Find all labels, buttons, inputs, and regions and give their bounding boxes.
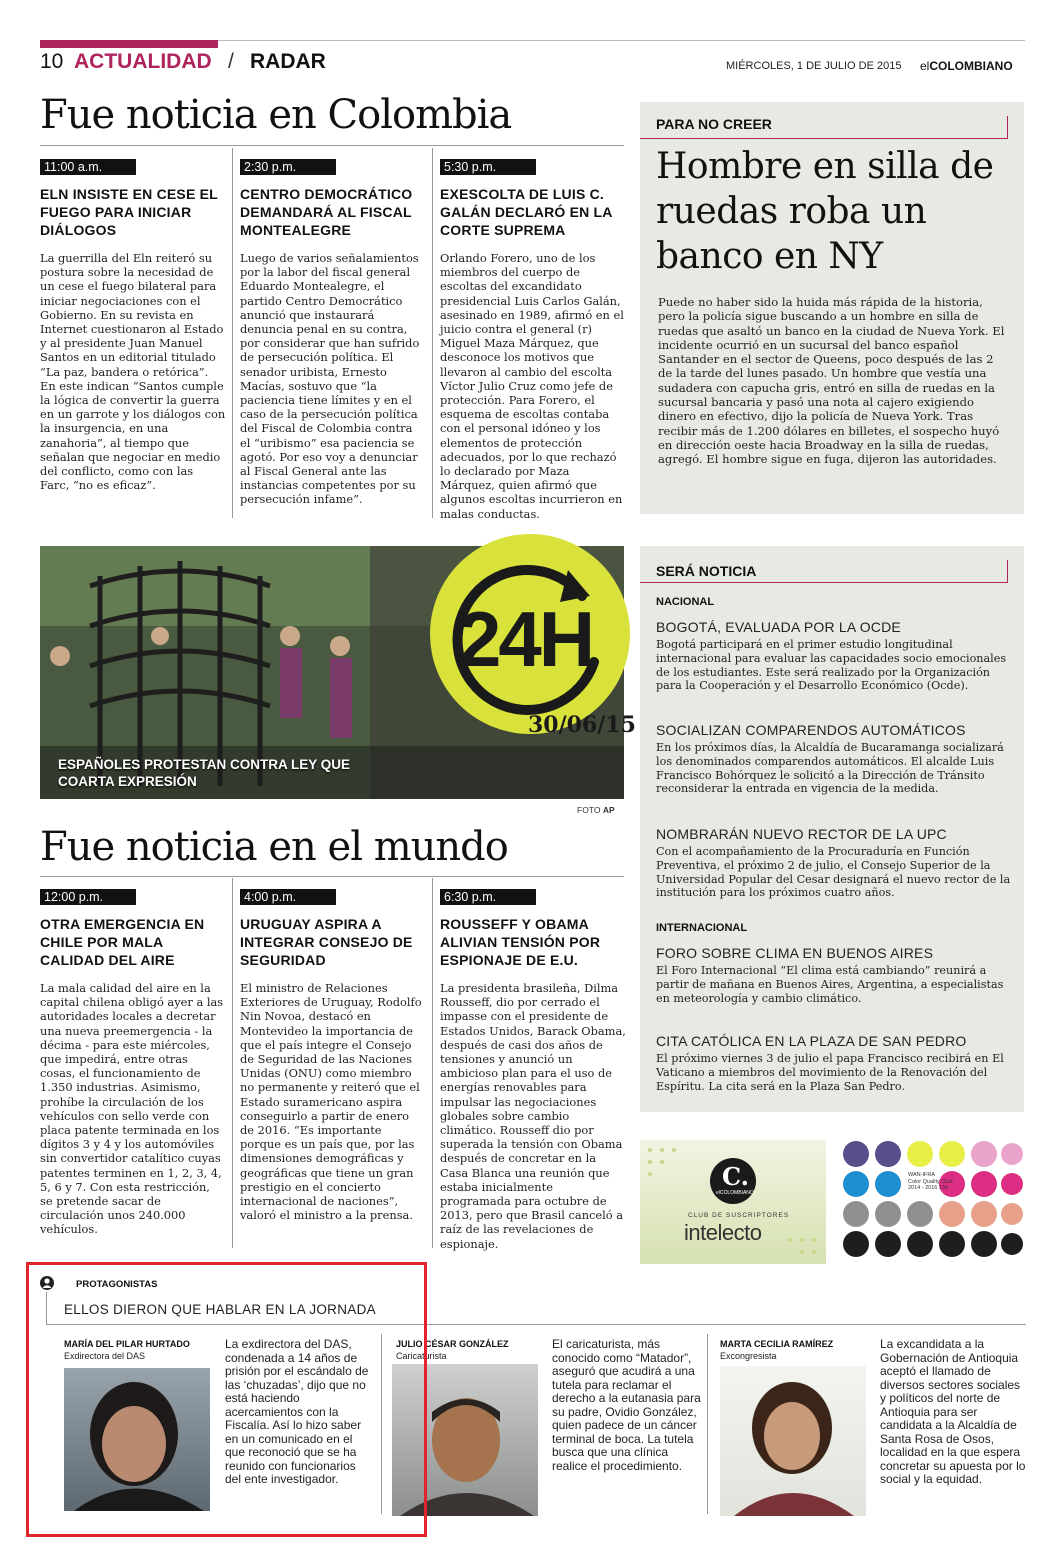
protagonist-photo <box>720 1366 866 1516</box>
divider <box>40 876 624 877</box>
time-badge: 12:00 p.m. <box>40 889 136 905</box>
kicker-rule <box>640 138 1008 139</box>
article-body: Luego de varios señalamientos por la labor del fiscal general Eduardo Montealegre, el partido Centro Democrático anunció que instaurará denuncia penal en su contra, por considerar que han sufrido de persecución política. El senador uribista, Ernesto Macías, sostuvo que “la paciencia tiene límites y en el caso de la persecución política del Fiscal de Colombia contra el “uribismo” esa paciencia se agotó. Por eso voy a denunciar al Fiscal General ante las instancias competentes por su persecución infame”. <box>240 251 420 507</box>
article-body: El ministro de Relaciones Exteriores de Uruguay, Rodolfo Nin Novoa, destacó en Montevideo la importancia de que el país integre el Consejo de Seguridad de las Naciones Unidas (ONU) como miembro no permanente y reiteró que el Estado suramericano aspira conseguirlo a partir de enero de 2016. “Es importante porque es un país que, por las dimensiones demográficas y geográficas que tiene un gran prestigio en el concierto internacional de naciones”, valoró el ministro a la prensa. <box>240 981 422 1223</box>
sera-noticia-item-body: En los próximos días, la Alcaldía de Bucaramanga socializará los denominados comparendos automáticos. El alcalde Luis Francisco Bohórquez le solicitó a la Dirección de Tránsito reconsiderar la entrada en vigencia de la medida. <box>656 741 1004 796</box>
club-logo-brand: elCOLOMBIANO <box>716 1190 754 1196</box>
protagonist-text: La exdirectora del DAS, condenada a 14 años de prisión por el escándalo de las ‘chuzadas’, dijo que no está haciendo acercamientos con la Fiscalía. Así lo hizo saber en un comunicado en el que reconoció que se ha reunido con funcionarios del ente investigador. <box>225 1337 369 1486</box>
sera-noticia-item-title: CITA CATÓLICA EN LA PLAZA DE SAN PEDRO <box>656 1033 967 1049</box>
24h-logo-date: 30/06/15 <box>528 712 636 738</box>
club-logo-letter: C. <box>722 1162 750 1191</box>
nacional-label: NACIONAL <box>656 596 715 608</box>
time-badge: 6:30 p.m. <box>440 889 536 905</box>
column-divider <box>232 148 233 518</box>
column-divider <box>432 878 433 1248</box>
para-no-creer-body: Puede no haber sido la huida más rápida de la historia, pero la policía sigue buscando a un hombre en silla de ruedas que asaltó un banco en la ciudad de Nueva York. El incidente ocurrió en un sucursal del banco español Santander en el sector de Queens, poco después de las 2 de la tarde del lunes pasado. Un hombre que vestía una sudadera con capucha gris, entró en silla de ruedas en la sucursal bancaria y pasó una nota al cajero exigiendo dinero en efectivo, dijo la policía de Nueva York. Tras recibir más de 1.200 dólares en billetes, el sospecho huyó en dirección oeste hacia Broadway en la silla de ruedas, agregó. El hombre sigue en fuga, dijeron las autoridades. <box>658 295 1005 467</box>
time-badge: 2:30 p.m. <box>240 159 336 175</box>
sera-noticia-item-title: FORO SOBRE CLIMA EN BUENOS AIRES <box>656 945 934 961</box>
color-swatch-grid <box>840 1140 1024 1264</box>
photo-caption: ESPAÑOLES PROTESTAN CONTRA LEY QUE COARTA EXPRESIÓN <box>58 757 351 789</box>
colombia-heading: Fue noticia en Colombia <box>40 92 512 138</box>
article-body: La mala calidad del aire en la capital chilena obligó ayer a las autoridades locales a decretar una nueva preemergencia - la décima - para este miércoles, que impedirá, entre otras cosas, el funcionamiento de 1.350 industrias. Asimismo, prohíbe la circulación de los vehículos con sello verde con placa patente terminada en los dígitos 3 y 4 y los automóviles sin convertidor catalítico cuyas patentes terminen en 1, 2, 3, 4, 5, 6 y 7. Con esta restricción, se pretende sacar de circulación unos 240.000 vehículos. <box>40 981 224 1237</box>
protest-photo <box>40 546 636 799</box>
section-separator: / <box>228 50 234 73</box>
24h-logo-text: 24H <box>458 595 593 683</box>
kicker-rule <box>1007 560 1008 582</box>
protagonist-role: Excongresista <box>720 1351 777 1361</box>
time-badge: 11:00 a.m. <box>40 159 136 175</box>
para-no-creer-headline: Hombre en silla de ruedas roba un banco en NY <box>656 146 994 277</box>
mundo-column-2 <box>240 888 426 1222</box>
sera-noticia-item-body: El Foro Internacional “El clima está cambiando” reunirá a partir de mañana en Buenos Aires, Argentina, a especialistas en meteorología y cambio climático. <box>656 964 1004 1005</box>
protagonist-name: MARÍA DEL PILAR HURTADO <box>64 1339 190 1349</box>
column-divider <box>232 878 233 1248</box>
protagonist-text: La excandidata a la Gobernación de Antioquia aceptó el llamado de diversos sectores sociales y políticos del norte de Antioquia para ser candidata a la Alcaldía de Santa Rosa de Osos, localidad en la que espera concretar su apuesta por lo social y la equidad. <box>880 1337 1026 1486</box>
internacional-label: INTERNACIONAL <box>656 922 748 934</box>
article-body: La presidenta brasileña, Dilma Rousseff, dio por cerrado el impasse con el presidente de Estados Unidos, Barack Obama, después de casi dos años de tensiones y anunció un ambicioso plan para el uso de energías renovables para impulsar las negociaciones globales sobre cambio climático. Rousseff dio por superada la tensión con Obama después de concretar en la Casa Blanca una reunión que estaba inicialmente programada para octubre de 2013, pero que Brasil canceló a raíz de las revelaciones de espionaje. <box>440 981 626 1251</box>
article-title: CENTRO DEMOCRÁTICO DEMANDARÁ AL FISCAL MONTEALEGRE <box>240 186 413 238</box>
time-badge: 5:30 p.m. <box>440 159 536 175</box>
highlight-frame <box>26 1262 427 1537</box>
page-number: 10 <box>40 50 64 73</box>
page-date: MIÉRCOLES, 1 DE JULIO DE 2015 <box>726 60 902 72</box>
mundo-column-1 <box>40 888 226 1237</box>
mundo-column-3 <box>440 888 626 1251</box>
protagonist-name: MARTA CECILIA RAMÍREZ <box>720 1339 834 1349</box>
protagonistas-subtitle: ELLOS DIERON QUE HABLAR EN LA JORNADA <box>64 1302 376 1317</box>
divider <box>40 145 624 146</box>
mundo-heading: Fue noticia en el mundo <box>40 824 508 870</box>
article-title: URUGUAY ASPIRA A INTEGRAR CONSEJO DE SEGURIDAD <box>240 916 413 968</box>
photo-credit: FOTO AP <box>577 805 615 815</box>
protagonist-role: Caricaturista <box>396 1351 447 1361</box>
subsection-name: RADAR <box>250 50 326 73</box>
club-name: intelecto <box>684 1220 762 1245</box>
sera-noticia-item-title: BOGOTÁ, EVALUADA POR LA OCDE <box>656 619 901 635</box>
club-intelecto-ad <box>640 1140 826 1264</box>
article-title: OTRA EMERGENCIA EN CHILE POR MALA CALIDAD DEL AIRE <box>40 916 205 968</box>
protagonist-role: Exdirectora del DAS <box>64 1351 146 1361</box>
section-name: ACTUALIDAD <box>74 50 212 73</box>
sera-noticia-item-title: NOMBRARÁN NUEVO RECTOR DE LA UPC <box>656 826 947 842</box>
section-color-bar <box>40 40 218 48</box>
sera-noticia-item-body: Con el acompañamiento de la Procuraduría en Función Preventiva, el próximo 2 de julio, el Consejo Superior de la Universidad Popular del Cesar designará el nuevo rector de la institución para los próximos cuatro años. <box>656 845 1011 900</box>
para-no-creer-kicker: PARA NO CREER <box>656 116 772 132</box>
brand-logo: elCOLOMBIANO <box>920 59 1013 73</box>
colombia-column-1 <box>40 158 226 492</box>
kicker-rule <box>640 582 1008 583</box>
article-title: ELN INSISTE EN CESE EL FUEGO PARA INICIAR DIÁLOGOS <box>40 186 218 238</box>
column-divider <box>432 148 433 518</box>
protagonistas-kicker: PROTAGONISTAS <box>76 1279 158 1290</box>
time-badge: 4:00 p.m. <box>240 889 336 905</box>
article-body: La guerrilla del Eln reiteró su postura sobre la necesidad de un cese el fuego bilateral para iniciar negociaciones con el Gobierno. En su revista en Internet cuestionaron al Estado y al presidente Juan Manuel Santos en un editorial titulado “La paz, bandera o retórica”. En este indican “Santos cumple la lógica de convertir la guerra en un garrote y los diálogos con la insurgencia, en una zanahoria”, al tiempo que señalan que negociar en medio del conflicto, como con las Farc, “no es eficaz”. <box>40 251 226 493</box>
protagonist-text: El caricaturista, más conocido como “Matador”, aseguró que acudirá a una tutela para reclamar el derecho a la eutanasia para su padre, Ovidio González, quien padece de un cáncer terminal de boca. La tutela busca que una clínica realice el procedimiento. <box>552 1337 701 1473</box>
article-title: ROUSSEFF Y OBAMA ALIVIAN TENSIÓN POR ESPIONAJE DE E.U. <box>440 916 601 968</box>
colombia-column-2 <box>240 158 426 507</box>
article-title: EXESCOLTA DE LUIS C. GALÁN DECLARÓ EN LA CORTE SUPREMA <box>440 186 613 238</box>
sera-noticia-box <box>640 546 1024 1112</box>
sera-noticia-item-body: El próximo viernes 3 de julio el papa Francisco recibirá en El Vaticano a miembros del movimiento de la Renovación del Espíritu. La cita será en la Plaza San Pedro. <box>656 1052 1004 1093</box>
color-quality-swatches <box>840 1140 1024 1264</box>
colombia-column-3 <box>440 158 626 521</box>
sera-noticia-item-title: SOCIALIZAN COMPARENDOS AUTOMÁTICOS <box>656 722 966 738</box>
sera-noticia-item-body: Bogotá participará en el primer estudio longitudinal internacional para evaluar las capacidades socio emocionales de los estudiantes. Este será realizado por la Organización para la Cooperación y el Desarrollo Económico (Ocde). <box>656 638 1007 693</box>
sera-noticia-kicker: SERÁ NOTICIA <box>656 563 757 579</box>
article-body: Orlando Forero, uno de los miembros del cuerpo de escoltas del excandidato presidencial Luis Carlos Galán, asesinado en 1989, afirmó en el juicio contra el general (r) Miguel Maza Márquez, que desconoce los motivos que llevaron al cambio del escolta Víctor Julio Cruz como jefe de protección. Para Forero, el esquema de escoltas contaba con el personal idóneo y los elementos de protección adecuados, por lo que rechazó lo declarado por Maza Márquez, quien afirmó que algunos escoltas incurrieron en malas conductas. <box>440 251 624 521</box>
club-label: CLUB DE SUSCRIPTORES <box>688 1212 790 1219</box>
para-no-creer-box <box>640 102 1024 514</box>
protagonist-name: JULIO CÉSAR GONZÁLEZ <box>396 1339 509 1349</box>
portrait-drawing <box>720 1366 866 1516</box>
column-divider <box>707 1334 708 1514</box>
kicker-rule <box>1007 116 1008 138</box>
quality-club-label: WAN-IFRA Color Quality Club 2014 - 2016 134 <box>908 1172 953 1191</box>
